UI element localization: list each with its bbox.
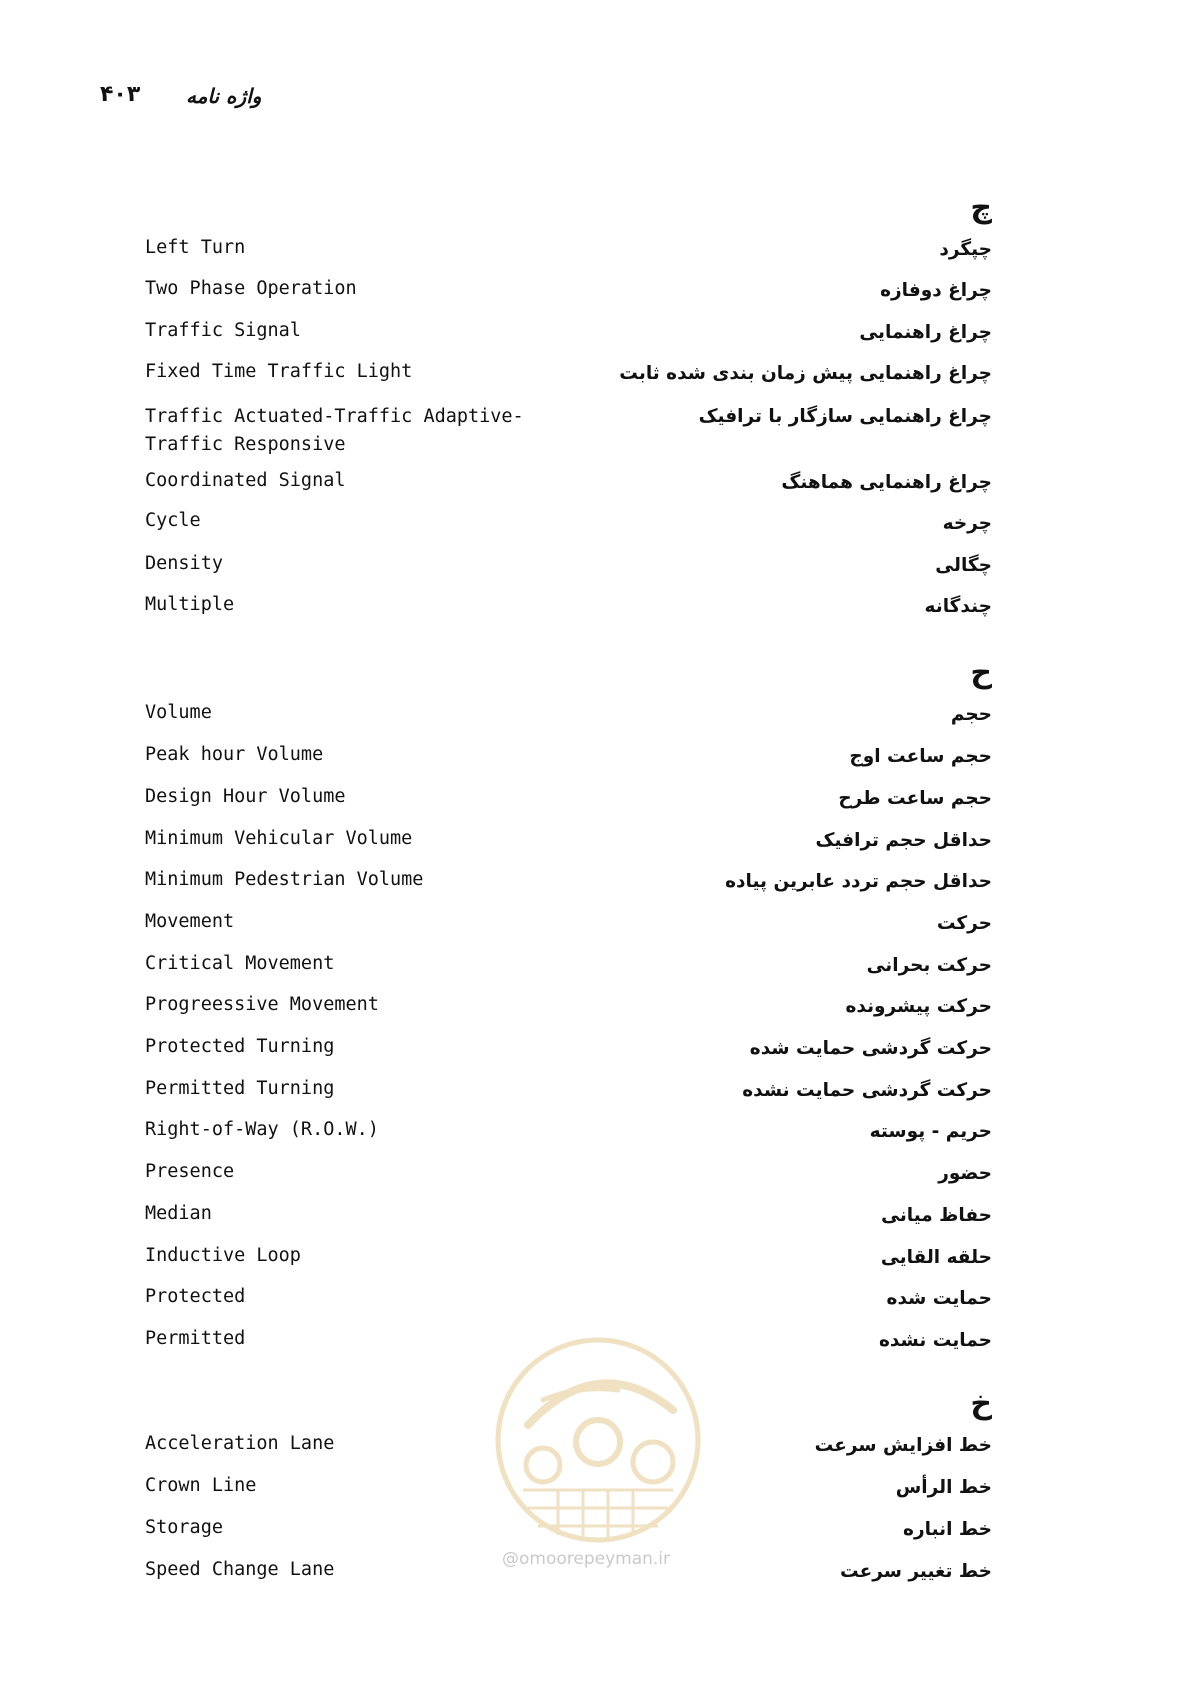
term-persian: خط افزایش سرعت [814,1435,992,1456]
term-english: Design Hour Volume [145,786,346,807]
term-persian: حرکت گردشی حمایت شده [749,1038,992,1059]
term-english: Peak hour Volume [145,744,324,765]
term-english: Protected [145,1286,246,1307]
term-persian: حجم ساعت طرح [838,788,992,809]
watermark-url: @omoorepeyman.ir [502,1549,671,1569]
term-persian: چراغ راهنمایی هماهنگ [781,472,992,493]
section-letter-khe: خ [970,1386,992,1421]
term-persian: چندگانه [924,596,992,617]
term-english: Crown Line [145,1475,257,1496]
term-english: Right-of-Way (R.O.W.) [145,1119,379,1140]
term-persian: حلقه القایی [880,1247,992,1268]
term-persian: چراغ دوفازه [880,280,992,301]
term-english: Minimum Vehicular Volume [145,828,413,849]
term-persian: حضور [938,1163,992,1184]
section-letter-he: ح [970,655,992,690]
term-english: Critical Movement [145,953,335,974]
section-letter-che: چ [970,190,992,225]
term-persian: حداقل حجم تردد عابرین پیاده [725,871,992,892]
term-persian: چراغ راهنمایی [859,322,992,343]
term-english: Minimum Pedestrian Volume [145,869,424,890]
term-english: Progreessive Movement [145,994,379,1015]
term-english: Acceleration Lane [145,1433,335,1454]
term-english: Protected Turning [145,1036,335,1057]
term-english: Permitted [145,1328,246,1349]
term-english: Traffic Signal [145,320,301,341]
term-persian: چپگرد [939,239,992,260]
term-english: Left Turn [145,237,246,258]
term-english: Median [145,1203,212,1224]
term-persian: خط انباره [903,1519,992,1540]
term-persian: حرکت [936,913,992,934]
term-persian: حجم [950,704,992,725]
term-english: Volume [145,702,212,723]
term-persian: چراغ راهنمایی پیش زمان بندی شده ثابت [619,363,992,384]
page-title: واژه نامه [186,84,262,108]
term-english: Storage [145,1517,223,1538]
term-persian: چراغ راهنمایی سازگار با ترافیک [698,406,992,427]
term-persian: حمایت نشده [878,1330,992,1351]
term-english: Cycle [145,510,201,531]
term-english: Coordinated Signal [145,470,346,491]
term-persian: حفاظ میانی [881,1205,992,1226]
term-persian: خط تغییر سرعت [840,1561,992,1582]
term-english: Fixed Time Traffic Light [145,361,413,382]
term-english: Permitted Turning [145,1078,335,1099]
term-persian: حریم - پوسته [869,1121,992,1142]
term-english: Movement [145,911,235,932]
term-persian: حرکت گردشی حمایت نشده [742,1080,992,1101]
term-persian: حرکت پیشرونده [845,996,992,1017]
term-english: Density [145,553,223,574]
term-persian: حداقل حجم ترافیک [815,830,992,851]
term-persian: حرکت بحرانی [866,955,992,976]
term-english: Two Phase Operation [145,278,357,299]
term-english: Speed Change Lane [145,1559,335,1580]
term-persian: خط الرأس [895,1477,992,1498]
term-english: Multiple [145,594,235,615]
term-english: Presence [145,1161,235,1182]
page-number: ۴۰۳ [100,82,141,107]
term-persian: چرخه [942,513,992,534]
term-english: Traffic Actuated-Traffic Adaptive- Traffic Responsive [145,406,524,455]
term-persian: حمایت شده [886,1288,992,1309]
term-persian: چگالی [935,555,992,576]
term-english: Inductive Loop [145,1245,301,1266]
term-persian: حجم ساعت اوج [849,746,992,767]
